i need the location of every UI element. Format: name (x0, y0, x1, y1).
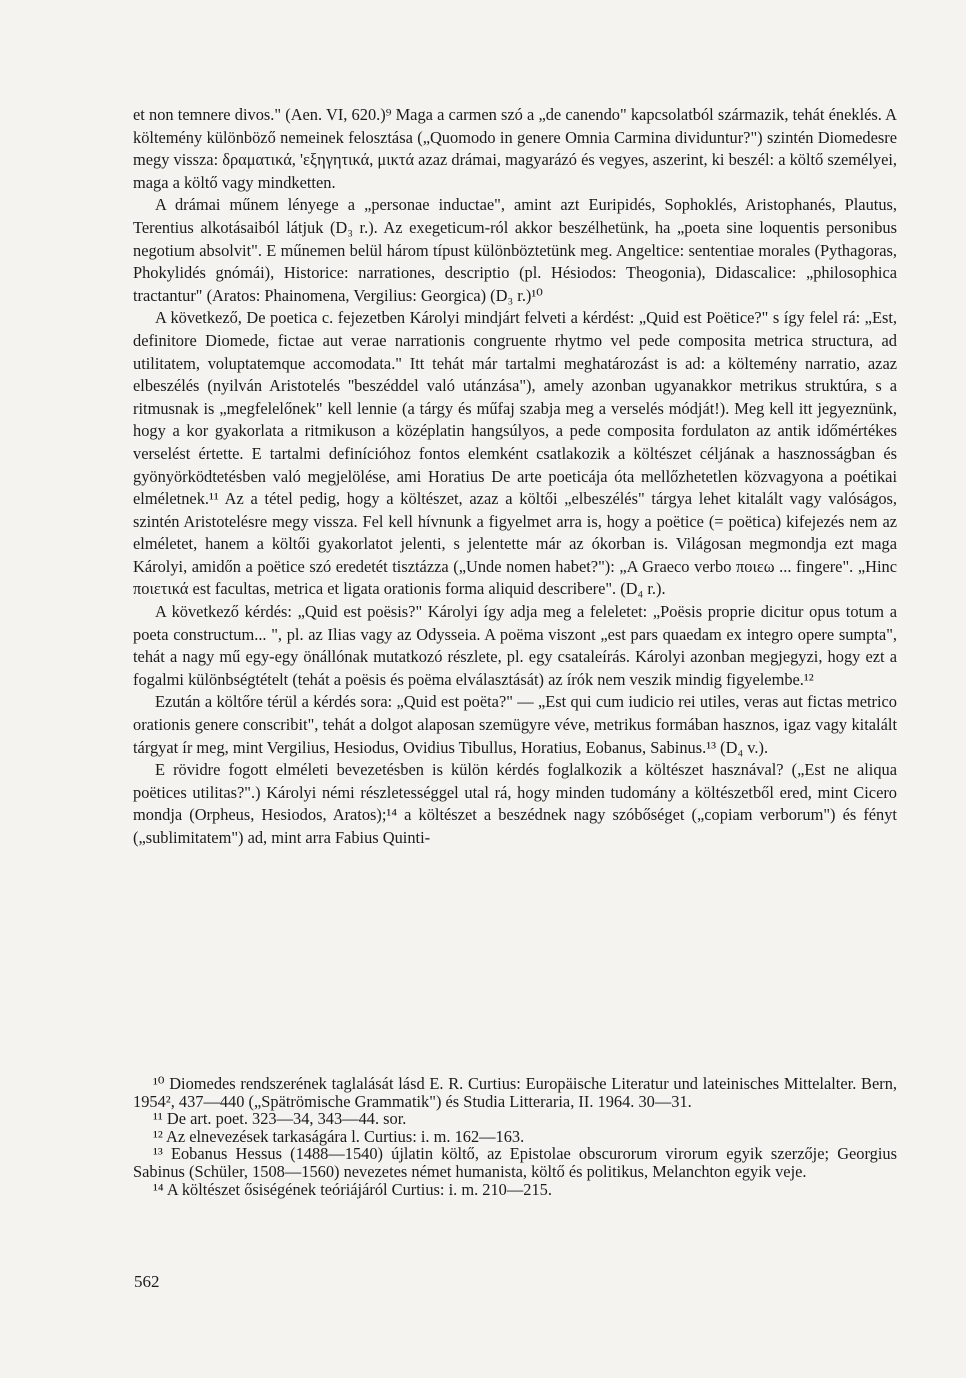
main-text (133, 104, 897, 850)
footnote: ¹⁰ Diomedes rendszerének taglalását lásd E. R. Curtius: Europäische Literatur und lateinisches Mittelalter. Bern, 1954², 437—440 („Spätrömische Grammatik") és Studia Litteraria, II. 1964. 30—31. (133, 1074, 897, 1111)
paragraph: A következő, De poetica c. fejezetben Károlyi mindjárt felveti a kérdést: „Quid est Poëtice?" s így felel rá: „Est, definitore Diomede, fictae aut verae narrationis congruente rhytmo vel pede composita metrica structura, ad utilitatem, voluptatemque accomodata." Itt tehát már tartalmi meghatározást is ad: a költemény narratio, azaz elbeszélés (nyilván Aristotelés ''beszéddel való utánzása"), amely azonban ugyanakkor metrikus struktúra, s a ritmusnak is „megfelelőnek" kell lennie (a tárgy és műfaj szabja meg a verselés módját!). Meg kell itt jegyeznünk, hogy a kor gyakorlata a ritmikuson a középlatin hangsúlyos, a pede composita fordulaton az antik időmértékes verselést értette. E tartalmi definícióhoz fontos elemként csatlakozik a költészet céljának a hasznosságban és gyönyörködtetésben való megjelölése, ami Horatius De arte poeticája óta mellőzhetetlen közvagyona a poétikai elméletnek.¹¹ Az a tétel pedig, hogy a költészet, azaz a költői „elbeszélés" tárgya lehet kitalált vagy valóságos, szintén Aristotelésre megy vissza. Fel kell hívnunk a figyelmet arra is, hogy a poëtice (= poëtica) kifejezés nem az elméletet, hanem a költői gyakorlatot jelenti, s jelentette már az ókorban is. Világosan megmondja ezt maga Károlyi, amidőn a poëtice szó eredetét tisztázza („Unde nomen habet?"): „A Graeco verbo ποιεω ... fingere". „Hinc ποιετικά est facultas, metrica et ligata orationis forma aliquid describere". (D₄ r.). (133, 308, 897, 599)
paragraph: et non temnere divos." (Aen. VI, 620.)⁹ Maga a carmen szó a „de canendo" kapcsolatból származik, tehát éneklés. A költemény különböző nemeinek felosztása („Quomodo in genere Omnia Carmina dividuntur?") szintén Diomedesre megy vissza: δραματικά, 'εξηγητικά, μικτά azaz drámai, magyarázó és vegyes, aszerint, ki beszél: a költő személyei, maga a költő vagy mindketten. (133, 105, 897, 192)
paragraph: Ezután a költőre térül a kérdés sora: „Quid est poëta?" — „Est qui cum iudicio rei utiles, veras aut fictas metrico orationis genere conscribit", tehát a dolgot alaposan szemügyre véve, metrikus formában hasznos, igaz vagy kitalált tárgyat ír meg, mint Vergilius, Hesiodus, Ovidius Tibullus, Horatius, Eobanus, Sabinus.¹³ (D₄ v.). (133, 692, 897, 757)
paragraph: A következő kérdés: „Quid est poësis?" Károlyi így adja meg a feleletet: „Poësis proprie dicitur opus totum a poeta constructum... ", pl. az Ilias vagy az Odysseia. A poëma viszont „est pars quaedam ex integro opere sumpta", tehát a nagy mű egy-egy önállónak mutatkozó részlete, pl. egy csataleírás. Károlyi azonban megjegyzi, hogy ezt a fogalmi különbségtételt (tehát a poësis és poëma elválasztását) az írók nem veszik mindig figyelembe.¹² (133, 602, 897, 689)
footnote: ¹⁴ A költészet ősiségének teóriájáról Curtius: i. m. 210—215. (153, 1179, 552, 1199)
paragraph: A drámai műnem lényege a „personae inductae", amint azt Euripidés, Sophoklés, Aristophanés, Plautus, Terentius alkotásaiból látjuk (D₃ r.). Az exegeticum-ról akkor beszélhetünk, ha „poeta sine loquentis personibus negotium absolvit". E műnemen belül három típust különböztetünk meg. Angeltice: sententiae morales (Pythagoras, Phokylidés gnómái), Historice: narrationes, descriptio (pl. Hésiodos: Theogonia), Didascalice: „philosophica tractantur" (Aratos: Phainomena, Vergilius: Georgica) (D₃ r.)¹⁰ (133, 195, 897, 305)
footnote: ¹² Az elnevezések tarkaságára l. Curtius: i. m. 162—163. (153, 1126, 525, 1146)
footnotes (133, 1075, 897, 1198)
paragraph: E rövidre fogott elméleti bevezetésben is külön kérdés foglalkozik a költészet hasznával? („Est ne aliqua poëtices utilitas?".) Károlyi némi részletességgel utal rá, hogy minden tudomány a költészetből ered, mint Cicero mondja (Orpheus, Hesiodos, Aratos);¹⁴ a költészet a beszédnek nagy szóbőséget („copiam verborum") és fényt („sublimitatem") ad, mint arra Fabius Quinti- (133, 760, 897, 847)
footnote: ¹¹ De art. poet. 323—34, 343—44. sor. (153, 1109, 407, 1129)
footnote: ¹³ Eobanus Hessus (1488—1540) újlatin költő, az Epistolae obscurorum virorum egyik szerzője; Georgius Sabinus (Schüler, 1508—1560) nevezetes német humanista, költő és politikus, Melanchton egyik veje. (133, 1144, 897, 1181)
page-number: 562 (134, 1272, 160, 1291)
